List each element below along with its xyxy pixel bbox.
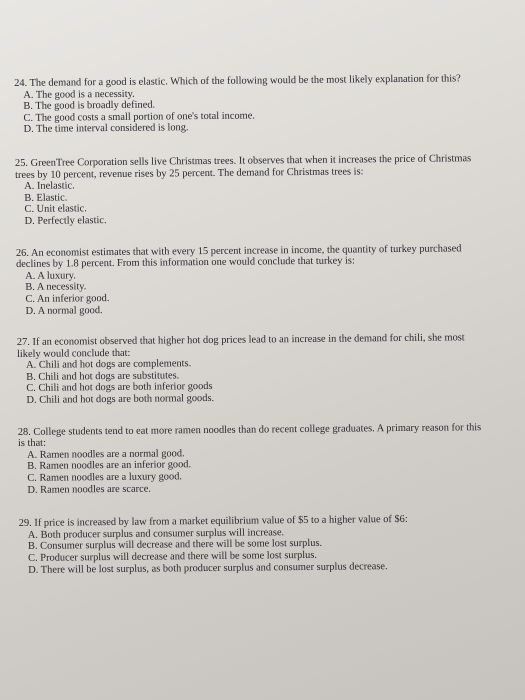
option-a: A. A luxury.	[25, 270, 76, 282]
question-stem: 28. College students tend to eat more ramen noodles than do recent college graduates. A primary reason for this is that:	[17, 421, 482, 450]
option-c: C. Chili and hot dogs are both inferior goods	[26, 381, 213, 395]
option-d: D. Chili and hot dogs are both normal goods.	[26, 392, 215, 406]
option-b: B. Elastic.	[24, 192, 68, 204]
option-a: A. Both producer surplus and consumer surplus will increase.	[27, 527, 285, 541]
question-24	[14, 73, 485, 136]
option-d: D. Perfectly elastic.	[24, 214, 107, 227]
question-29	[19, 513, 490, 576]
option-c: C. An inferior good.	[25, 292, 110, 305]
answer-options	[14, 85, 484, 136]
option-b: B. Ramen noodles are an inferior good.	[27, 459, 192, 473]
option-b: B. A necessity.	[25, 281, 87, 294]
option-b: B. Chili and hot dogs are substitutes.	[26, 370, 180, 383]
question-list	[14, 63, 489, 590]
question-stem: 26. An economist estimates that with every 15 percent increase in income, the quantity of turkey purchased declines by 1.8 percent. From this information one would conclude that turkey is:	[15, 242, 462, 271]
question-27	[17, 332, 488, 406]
option-d: D. Ramen noodles are scarce.	[27, 483, 151, 496]
option-d: D. The time interval considered is long.	[23, 122, 189, 136]
option-d: D. There will be lost surplus, as both producer surplus and consumer surplus decrease.	[28, 560, 388, 576]
answer-options	[19, 525, 489, 576]
question-stem: 24. The demand for a good is elastic. Which of the following would be the most likely explanation for this?	[14, 73, 461, 89]
option-a: A. The good is a necessity.	[23, 88, 135, 101]
option-c: C. The good costs a small portion of one's total income.	[23, 110, 255, 124]
answer-options	[17, 355, 487, 406]
answer-options	[16, 266, 486, 317]
question-stem: 25. GreenTree Corporation sells live Christmas trees. It observes that when it increases the price of Christmas trees by 10 percent, revenue rises by 25 percent. The demand for Christmas trees is:	[14, 153, 472, 181]
answer-options	[18, 445, 488, 496]
option-a: A. Chili and hot dogs are complements.	[26, 358, 192, 372]
option-c: C. Unit elastic.	[24, 203, 87, 216]
question-26	[16, 243, 487, 317]
option-a: A. Ramen noodles are a normal good.	[26, 448, 185, 461]
answer-options	[15, 176, 485, 227]
option-c: C. Producer surplus will decrease and there will be some lost surplus.	[28, 549, 318, 564]
option-a: A. Inelastic.	[24, 180, 75, 193]
question-stem: 29. If price is increased by law from a market equilibrium value of $5 to a higher value of $6:	[18, 514, 408, 530]
option-c: C. Ramen noodles are a luxury good.	[27, 471, 183, 484]
question-stem: 27. If an economist observed that higher hot dog prices lead to an increase in the demand for chili, she most likely would conclude that:	[16, 332, 465, 360]
question-25	[15, 153, 486, 227]
question-28	[18, 422, 489, 496]
option-b: B. The good is broadly defined.	[23, 99, 156, 113]
option-d: D. A normal good.	[25, 304, 103, 317]
option-b: B. Consumer surplus will decrease and there will be some lost surplus.	[27, 538, 323, 553]
